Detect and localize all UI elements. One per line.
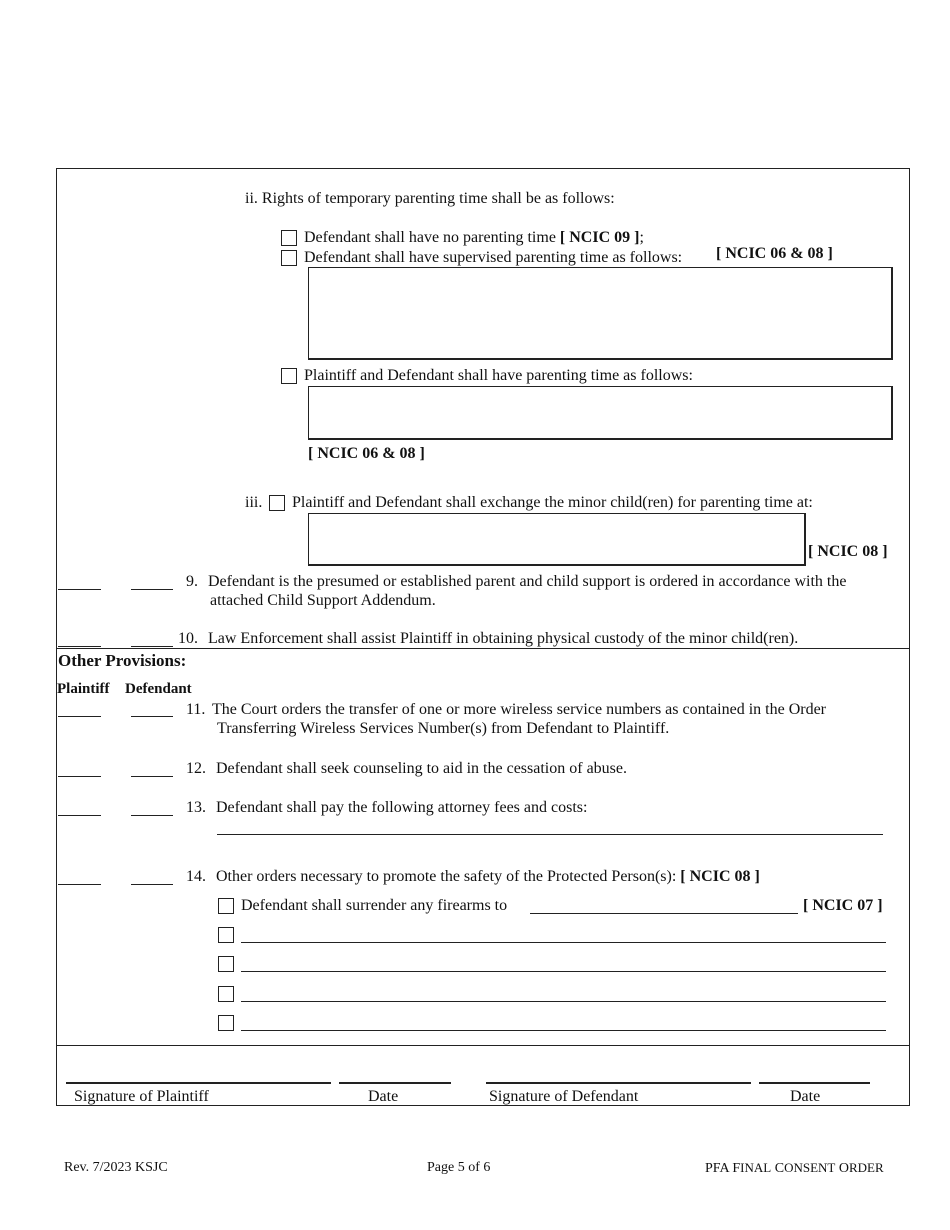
other-order-checkbox-2[interactable] xyxy=(218,956,234,972)
supervised-parenting-label: Defendant shall have supervised parenting time as follows: xyxy=(304,249,683,266)
plaintiff-initial-10[interactable] xyxy=(58,646,101,647)
both-parenting-label: Plaintiff and Defendant shall have parenting time as follows: xyxy=(304,367,693,384)
supervised-ncic-code: [ NCIC 06 & 08 ] xyxy=(716,245,833,262)
both-ncic-code: [ NCIC 06 & 08 ] xyxy=(308,445,425,462)
item-14-text: Other orders necessary to promote the safety of the Protected Person(s): [ NCIC 08 ] xyxy=(216,868,760,885)
item-10-text: Law Enforcement shall assist Plaintiff in obtaining physical custody of the minor child(ren). xyxy=(208,630,799,647)
other-order-line-1[interactable] xyxy=(241,942,886,943)
defendant-initial-9[interactable] xyxy=(131,589,173,590)
plaintiff-date-label: Date xyxy=(368,1088,399,1105)
footer-revision: Rev. 7/2023 KSJC xyxy=(64,1160,168,1175)
plaintiff-initial-13[interactable] xyxy=(58,815,101,816)
iii-label: iii. xyxy=(245,494,263,511)
item-12-number: 12. xyxy=(186,760,206,777)
plaintiff-signature-line[interactable] xyxy=(66,1082,331,1084)
defendant-initial-14[interactable] xyxy=(131,884,173,885)
exchange-ncic-code: [ NCIC 08 ] xyxy=(808,543,888,560)
item-9-number: 9. xyxy=(186,573,198,590)
both-parenting-checkbox[interactable] xyxy=(281,368,297,384)
firearms-recipient-line[interactable] xyxy=(530,913,798,914)
exchange-location-textbox[interactable] xyxy=(308,513,806,566)
supervised-parenting-textbox[interactable] xyxy=(308,267,893,360)
plaintiff-initial-12[interactable] xyxy=(58,776,101,777)
defendant-date-line[interactable] xyxy=(759,1082,870,1084)
defendant-initial-12[interactable] xyxy=(131,776,173,777)
item-11-line2: Transferring Wireless Services Number(s) from Defendant to Plaintiff. xyxy=(217,720,670,737)
plaintiff-date-line[interactable] xyxy=(339,1082,451,1084)
defendant-initial-10[interactable] xyxy=(131,646,173,647)
item-9-line2: attached Child Support Addendum. xyxy=(210,592,436,609)
no-parenting-checkbox[interactable] xyxy=(281,230,297,246)
firearms-label: Defendant shall surrender any firearms to xyxy=(241,897,508,914)
supervised-parenting-checkbox[interactable] xyxy=(281,250,297,266)
exchange-label: Plaintiff and Defendant shall exchange the minor child(ren) for parenting time at: xyxy=(292,494,813,511)
other-order-line-4[interactable] xyxy=(241,1030,886,1031)
footer-form-title: PFA FINAL CONSENT ORDER xyxy=(705,1160,884,1176)
other-order-checkbox-4[interactable] xyxy=(218,1015,234,1031)
defendant-signature-label: Signature of Defendant xyxy=(489,1088,639,1105)
plaintiff-initial-9[interactable] xyxy=(58,589,101,590)
item-10-number: 10. xyxy=(178,630,198,647)
item-13-number: 13. xyxy=(186,799,206,816)
defendant-column-header: Defendant xyxy=(125,681,192,697)
ii-label: ii. Rights of temporary parenting time shall be as follows: xyxy=(245,190,615,207)
item-12-text: Defendant shall seek counseling to aid in the cessation of abuse. xyxy=(216,760,627,777)
item-13-text: Defendant shall pay the following attorney fees and costs: xyxy=(216,799,588,816)
ncic-09-code: [ NCIC 09 ] xyxy=(559,229,640,246)
defendant-initial-13[interactable] xyxy=(131,815,173,816)
plaintiff-column-header: Plaintiff xyxy=(57,681,110,697)
plaintiff-initial-11[interactable] xyxy=(58,716,101,717)
item-11-line1: The Court orders the transfer of one or more wireless service numbers as contained in the Order xyxy=(212,701,827,718)
item-14-ncic-code: [ NCIC 08 ] xyxy=(680,868,760,885)
exchange-checkbox[interactable] xyxy=(269,495,285,511)
other-order-checkbox-1[interactable] xyxy=(218,927,234,943)
attorney-fees-line[interactable] xyxy=(217,834,883,835)
item-11-number: 11. xyxy=(186,701,206,718)
defendant-signature-line[interactable] xyxy=(486,1082,751,1084)
other-provisions-heading: Other Provisions: xyxy=(58,651,187,670)
other-order-checkbox-3[interactable] xyxy=(218,986,234,1002)
firearms-checkbox[interactable] xyxy=(218,898,234,914)
footer-page-number: Page 5 of 6 xyxy=(427,1160,491,1175)
other-order-line-3[interactable] xyxy=(241,1001,886,1002)
no-parenting-label: Defendant shall have no parenting time [ NCIC 09 ]; xyxy=(304,229,644,246)
item-9-line1: Defendant is the presumed or established parent and child support is ordered in accordance with the xyxy=(208,573,847,590)
signature-divider xyxy=(56,1045,910,1046)
firearms-ncic-code: [ NCIC 07 ] xyxy=(803,897,883,914)
other-order-line-2[interactable] xyxy=(241,971,886,972)
plaintiff-signature-label: Signature of Plaintiff xyxy=(74,1088,209,1105)
item-14-number: 14. xyxy=(186,868,206,885)
defendant-date-label: Date xyxy=(790,1088,821,1105)
plaintiff-initial-14[interactable] xyxy=(58,884,101,885)
both-parenting-textbox[interactable] xyxy=(308,386,893,440)
defendant-initial-11[interactable] xyxy=(131,716,173,717)
section-divider xyxy=(56,648,910,649)
